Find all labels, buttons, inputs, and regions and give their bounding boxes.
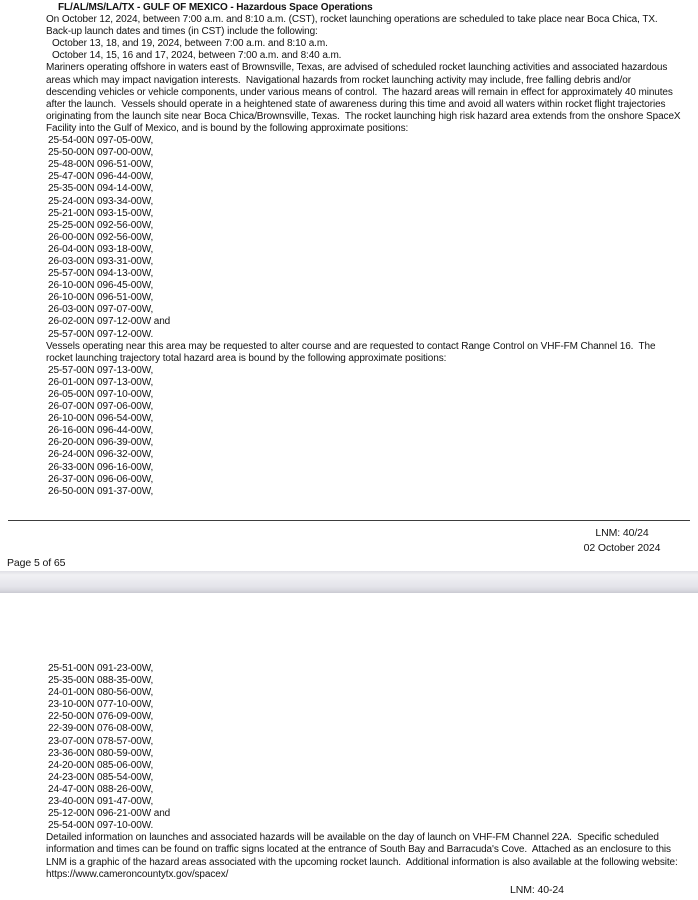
position-line: 26-03-00N 093-31-00W, bbox=[48, 255, 154, 267]
website-url[interactable]: https://www.cameroncountytx.gov/spacex/ bbox=[46, 868, 229, 880]
lnm-footer-label: LNM: 40-24 bbox=[510, 884, 564, 896]
position-line: 25-47-00N 096-44-00W, bbox=[48, 171, 154, 183]
position-line: 25-54-00N 097-05-00W, bbox=[48, 135, 154, 147]
text-line: Mariners operating offshore in waters east of Brownsville, Texas, are advised of scheduled rocket launching activities and associated hazardous bbox=[46, 62, 668, 74]
issue-date-label: 02 October 2024 bbox=[583, 542, 661, 554]
position-line: 26-01-00N 097-13-00W, bbox=[48, 376, 154, 388]
position-line: 25-35-00N 094-14-00W, bbox=[48, 183, 154, 195]
position-line: 23-36-00N 080-59-00W, bbox=[48, 747, 154, 759]
text-line: Vessels operating near this area may be requested to alter course and are requested to contact Range Control on VHF-FM Channel 16. The bbox=[46, 340, 656, 352]
trajectory-paragraph bbox=[46, 341, 698, 365]
position-line: 23-10-00N 077-10-00W, bbox=[48, 699, 154, 711]
position-line: 25-54-00N 097-10-00W. bbox=[48, 820, 154, 832]
position-line: 26-05-00N 097-10-00W, bbox=[48, 389, 154, 400]
trajectory-position-list-part2 bbox=[48, 663, 698, 832]
closing-paragraph bbox=[46, 832, 698, 868]
footer-right-block bbox=[578, 526, 666, 556]
intro-paragraph bbox=[46, 14, 698, 38]
text-line: originating from the launch site near Boca Chica/Brownsville, Texas. The rocket launching high risk hazard area extends from the onshore SpaceX bbox=[46, 110, 681, 122]
page-2-content bbox=[0, 593, 698, 881]
position-line: 25-24-00N 093-34-00W, bbox=[48, 195, 154, 207]
notice-title: FL/AL/MS/LA/TX - GULF OF MEXICO - Hazardous Space Operations bbox=[58, 2, 373, 13]
position-line: 25-48-00N 096-51-00W, bbox=[48, 159, 154, 171]
position-line: 26-24-00N 096-32-00W, bbox=[48, 449, 154, 461]
position-line: 26-00-00N 092-56-00W, bbox=[48, 231, 154, 243]
backup-date-line: October 13, 18, and 19, 2024, between 7:00 a.m. and 8:10 a.m. bbox=[52, 38, 328, 50]
text-line: Facility into the Gulf of Mexico, and is bound by the following approximate positions: bbox=[46, 122, 409, 134]
position-line: 25-35-00N 088-35-00W, bbox=[48, 675, 154, 687]
position-line: 24-23-00N 085-54-00W, bbox=[48, 771, 154, 783]
position-line: 25-57-00N 097-12-00W. bbox=[48, 328, 154, 340]
text-line: after the launch. Vessels should operate in a heightened state of awareness during this time and avoid all waters within rocket flight trajectories bbox=[46, 98, 666, 110]
page-number-label: Page 5 of 65 bbox=[7, 557, 66, 569]
text-line: rocket launching trajectory total hazard area is bound by the following approximate positions: bbox=[46, 352, 447, 364]
position-line: 24-20-00N 085-06-00W, bbox=[48, 759, 154, 771]
text-line: LNM is a graphic of the hazard areas associated with the upcoming rocket launch. Additional information is also available at the following website: bbox=[46, 856, 678, 868]
position-line: 26-03-00N 097-07-00W, bbox=[48, 304, 154, 316]
page-2 bbox=[0, 593, 698, 900]
backup-dates-list bbox=[52, 38, 698, 62]
text-line: information and times can be found on traffic signs located at the entrance of South Bay and Barracuda's Cove. Attached as an enclosure to this bbox=[46, 844, 671, 856]
position-line: 26-37-00N 096-06-00W, bbox=[48, 473, 154, 485]
hazard-paragraph bbox=[46, 62, 698, 135]
position-line: 25-12-00N 096-21-00W and bbox=[48, 808, 171, 820]
position-line: 22-39-00N 076-08-00W, bbox=[48, 723, 154, 735]
position-line: 25-25-00N 092-56-00W, bbox=[48, 219, 154, 231]
position-line: 25-21-00N 093-15-00W, bbox=[48, 207, 154, 219]
position-line: 24-01-00N 080-56-00W, bbox=[48, 687, 154, 699]
position-line: 26-07-00N 097-06-00W, bbox=[48, 401, 154, 413]
text-line: descending vehicles or vehicle components, under various means of control. The hazard areas will remain in effect for approximately 40 minutes bbox=[46, 86, 673, 98]
text-line: areas which may impact navigation interests. Navigational hazards from rocket launching activity may include, free falling debris and/or bbox=[46, 74, 631, 86]
text-line: On October 12, 2024, between 7:00 a.m. and 8:10 a.m. (CST), rocket launching operations are scheduled to take place near Boca Chica, TX. bbox=[46, 14, 658, 26]
footer-divider bbox=[8, 520, 690, 521]
position-line: 26-10-00N 096-54-00W, bbox=[48, 413, 154, 425]
position-line: 26-33-00N 096-16-00W, bbox=[48, 461, 154, 473]
position-line: 24-47-00N 088-26-00W, bbox=[48, 783, 154, 795]
position-line: 22-50-00N 076-09-00W, bbox=[48, 711, 154, 723]
position-line: 25-50-00N 097-00-00W, bbox=[48, 147, 154, 159]
position-line: 26-10-00N 096-45-00W, bbox=[48, 280, 154, 292]
position-line: 26-16-00N 096-44-00W, bbox=[48, 425, 154, 437]
backup-date-line: October 14, 15, 16 and 17, 2024, between 7:00 a.m. and 8:40 a.m. bbox=[52, 50, 342, 62]
text-line: Detailed information on launches and associated hazards will be available on the day of launch on VHF-FM Channel 22A. Specific scheduled bbox=[46, 832, 659, 844]
position-line: 25-51-00N 091-23-00W, bbox=[48, 663, 154, 674]
page-separator bbox=[0, 571, 698, 593]
position-line: 26-10-00N 096-51-00W, bbox=[48, 292, 154, 304]
position-line: 25-57-00N 094-13-00W, bbox=[48, 268, 154, 280]
high-risk-position-list bbox=[48, 135, 698, 341]
position-line: 25-57-00N 097-13-00W, bbox=[48, 364, 154, 376]
trajectory-position-list-part1 bbox=[48, 365, 698, 498]
position-line: 23-07-00N 078-57-00W, bbox=[48, 735, 154, 747]
text-line: Back-up launch dates and times (in CST) include the following: bbox=[46, 26, 318, 38]
position-line: 26-04-00N 093-18-00W, bbox=[48, 243, 154, 255]
position-line: 26-02-00N 097-12-00W and bbox=[48, 316, 171, 328]
position-line: 26-50-00N 091-37-00W, bbox=[48, 485, 154, 497]
position-line: 23-40-00N 091-47-00W, bbox=[48, 796, 154, 808]
position-line: 26-20-00N 096-39-00W, bbox=[48, 437, 154, 449]
lnm-number-label: LNM: 40/24 bbox=[595, 527, 649, 539]
